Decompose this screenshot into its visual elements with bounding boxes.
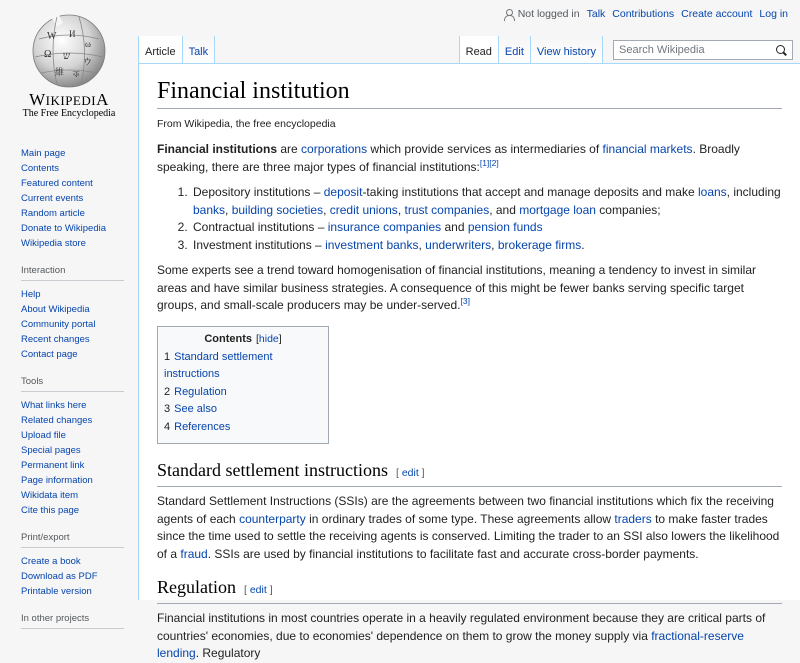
sidebar bbox=[0, 146, 138, 643]
toc-link[interactable] bbox=[164, 421, 230, 433]
text: Investment institutions – bbox=[193, 237, 326, 252]
text: to make faster trades since the time used to settle the receiving agents is conserved. Limiting the trader to an SSI also lowers the likelihood of a bbox=[157, 511, 780, 561]
svg-text:ウ: ウ bbox=[83, 57, 93, 67]
sidebar-item bbox=[21, 584, 138, 599]
sidebar-item bbox=[21, 458, 138, 473]
sidebar-item-donate-to-wikipedia[interactable]: Donate to Wikipedia bbox=[21, 223, 107, 234]
sidebar-item-permanent-link[interactable]: Permanent link bbox=[21, 460, 85, 471]
sidebar-item bbox=[21, 161, 138, 176]
contributions-link[interactable]: Contributions bbox=[612, 8, 675, 20]
sidebar-item-main-page[interactable]: Main page bbox=[21, 148, 66, 159]
intro-paragraph bbox=[157, 141, 782, 176]
text: , and bbox=[489, 202, 520, 217]
link-pension-funds[interactable]: pension funds bbox=[467, 220, 543, 234]
sidebar-item bbox=[21, 569, 138, 584]
ref-1[interactable]: [1] bbox=[479, 157, 490, 168]
search-placeholder: Search Wikipedia bbox=[619, 44, 705, 56]
link-traders[interactable]: traders bbox=[614, 511, 652, 526]
sidebar-item bbox=[21, 554, 138, 569]
toc-number: 2 bbox=[164, 385, 171, 398]
text: . Regulatory bbox=[195, 646, 261, 660]
toc-title-row bbox=[164, 333, 322, 345]
tools-portal bbox=[0, 376, 138, 518]
link-underwriters[interactable]: underwriters bbox=[425, 237, 492, 252]
link-credit-unions[interactable]: credit unions bbox=[329, 202, 398, 217]
sidebar-item-what-links-here[interactable]: What links here bbox=[21, 400, 87, 411]
link-fractional-reserve-lending[interactable]: fractional-reserve lending bbox=[157, 628, 744, 660]
sidebar-item-community-portal[interactable]: Community portal bbox=[21, 319, 96, 330]
text: , bbox=[225, 202, 232, 217]
svg-text:ש: ש bbox=[63, 51, 71, 62]
text: companies; bbox=[595, 202, 661, 217]
svg-text:И: И bbox=[69, 29, 76, 39]
text: . Broadly speaking, there are three major types of financial institutions: bbox=[157, 142, 740, 174]
regulation-paragraph bbox=[157, 610, 782, 663]
toc-label: References bbox=[174, 420, 231, 433]
sidebar-item-help[interactable]: Help bbox=[21, 289, 41, 300]
text: -taking institutions that accept and manage deposits and make bbox=[362, 185, 698, 199]
tab-talk[interactable]: Talk bbox=[183, 36, 216, 63]
sidebar-item bbox=[21, 347, 138, 362]
edit-section-link[interactable]: edit bbox=[401, 467, 419, 479]
text: , bbox=[491, 237, 498, 252]
main-content bbox=[138, 63, 800, 660]
types-list bbox=[191, 184, 782, 254]
link-corporations[interactable]: corporations bbox=[301, 142, 368, 156]
view-tabs bbox=[459, 36, 793, 63]
text: , bbox=[323, 202, 330, 217]
toc-title: Contents bbox=[204, 332, 252, 345]
link-trust-companies[interactable]: trust companies bbox=[404, 202, 490, 217]
not-logged-in-label: Not logged in bbox=[517, 8, 580, 20]
sidebar-item bbox=[21, 206, 138, 221]
toc-item[interactable] bbox=[164, 384, 322, 402]
sidebar-item-upload-file[interactable]: Upload file bbox=[21, 430, 66, 441]
sidebar-item-download-as-pdf[interactable]: Download as PDF bbox=[21, 571, 98, 582]
toc-label: See also bbox=[174, 403, 217, 415]
print-list bbox=[21, 554, 138, 599]
ref-3[interactable]: [3] bbox=[460, 296, 470, 306]
sidebar-item-recent-changes[interactable]: Recent changes bbox=[21, 334, 90, 345]
section-heading-regulation bbox=[157, 575, 782, 604]
tab-read[interactable]: Read bbox=[459, 36, 499, 63]
page-title: Financial institution bbox=[157, 76, 782, 109]
ref-2[interactable]: [2] bbox=[489, 157, 499, 168]
log-in-link[interactable]: Log in bbox=[759, 8, 788, 20]
sidebar-item-featured-content[interactable]: Featured content bbox=[21, 178, 93, 189]
edit-section-link[interactable]: edit bbox=[249, 584, 267, 596]
toc-link[interactable] bbox=[164, 403, 217, 415]
navigation-list bbox=[21, 146, 138, 251]
print-portal bbox=[0, 532, 138, 599]
section-title: Standard settlement instructions bbox=[157, 460, 388, 480]
sidebar-item bbox=[21, 302, 138, 317]
sidebar-item-contents[interactable]: Contents bbox=[21, 163, 60, 174]
other-projects-heading: In other projects bbox=[21, 613, 124, 629]
other-projects-portal bbox=[0, 613, 138, 629]
sidebar-item-current-events[interactable]: Current events bbox=[21, 193, 84, 204]
svg-text:W: W bbox=[47, 31, 57, 42]
link-fraud[interactable]: fraud bbox=[180, 546, 208, 561]
tab-view-history[interactable]: View history bbox=[531, 36, 603, 63]
text: Some experts see a trend toward homogenisation of financial institutions, meaning a tendency to invest in similar areas and have similar business strategies. A consequence of this might be fewer banks serving specific target groups, and small-scale producers may be under-served. bbox=[157, 263, 756, 312]
sidebar-item-random-article[interactable]: Random article bbox=[21, 208, 85, 219]
tools-heading: Tools bbox=[21, 376, 124, 392]
link-insurance-companies[interactable]: insurance companies bbox=[327, 220, 442, 234]
print-heading: Print/export bbox=[21, 532, 124, 548]
sidebar-item bbox=[21, 428, 138, 443]
svg-text:ω: ω bbox=[85, 39, 91, 49]
sidebar-item bbox=[21, 176, 138, 191]
link-counterparty[interactable]: counterparty bbox=[239, 511, 306, 526]
list-item bbox=[191, 184, 782, 219]
sidebar-item-about-wikipedia[interactable]: About Wikipedia bbox=[21, 304, 90, 315]
text: . bbox=[581, 237, 585, 252]
sidebar-item-printable-version[interactable]: Printable version bbox=[21, 586, 92, 597]
interaction-list bbox=[21, 287, 138, 362]
tagline: The Free Encyclopedia bbox=[22, 108, 116, 119]
sidebar-item-wikidata-item[interactable]: Wikidata item bbox=[21, 490, 79, 501]
sidebar-item bbox=[21, 221, 138, 236]
sidebar-item-cite-this-page[interactable]: Cite this page bbox=[21, 505, 80, 516]
tab-article[interactable]: Article bbox=[138, 36, 183, 63]
text: , bbox=[418, 237, 426, 252]
toc-link[interactable] bbox=[164, 351, 273, 381]
text: Standard Settlement Instructions (SSIs) are the agreements between two financial institutions which fix the receiving agents of each bbox=[157, 494, 774, 526]
link-financial-markets[interactable]: financial markets bbox=[602, 142, 693, 156]
wikipedia-logo[interactable] bbox=[0, 0, 138, 130]
toc-list bbox=[164, 349, 322, 437]
sidebar-item-related-changes[interactable]: Related changes bbox=[21, 415, 93, 426]
text: Financial institutions in most countries operate in a heavily regulated environment because they are critical parts of countries' economies, due to economies' dependence on them to grow the money supply via bbox=[157, 611, 766, 643]
link-banks[interactable]: banks bbox=[193, 202, 226, 217]
sidebar-item bbox=[21, 413, 138, 428]
svg-text:Ω: Ω bbox=[44, 49, 52, 60]
create-account-link[interactable]: Create account bbox=[681, 8, 753, 20]
toc-number: 3 bbox=[164, 403, 171, 415]
text: are bbox=[277, 142, 302, 156]
wordmark: WIKIPEDIA bbox=[29, 90, 109, 109]
text: , bbox=[397, 202, 405, 217]
section-title: Regulation bbox=[157, 577, 236, 597]
toc-label: Regulation bbox=[174, 385, 227, 398]
tools-list bbox=[21, 398, 138, 518]
svg-text:維: 維 bbox=[55, 67, 65, 77]
interaction-portal bbox=[0, 265, 138, 362]
table-of-contents bbox=[157, 326, 329, 445]
sidebar-item bbox=[21, 236, 138, 251]
talk-link[interactable]: Talk bbox=[586, 8, 606, 20]
toc-item[interactable] bbox=[164, 401, 322, 419]
link-building-societies[interactable]: building societies bbox=[231, 202, 324, 217]
ssi-paragraph bbox=[157, 493, 782, 563]
homogenisation-paragraph bbox=[157, 262, 782, 315]
sidebar-item-contact-page[interactable]: Contact page bbox=[21, 349, 78, 360]
sidebar-item bbox=[21, 443, 138, 458]
sidebar-item bbox=[21, 473, 138, 488]
personal-tools bbox=[504, 8, 788, 20]
not-logged-in bbox=[504, 8, 580, 20]
search-icon[interactable] bbox=[776, 45, 787, 56]
text: in ordinary trades of some type. These agreements allow bbox=[305, 511, 615, 526]
text: . SSIs are used by financial institutions to facilitate fast and accurate cross-border payments. bbox=[207, 546, 699, 561]
link-investment-banks[interactable]: investment banks bbox=[325, 237, 419, 252]
text: Contractual institutions – bbox=[193, 220, 328, 234]
text: and bbox=[441, 220, 468, 234]
puzzle-globe-icon bbox=[29, 9, 109, 89]
text: , including bbox=[726, 185, 781, 199]
toc-number: 4 bbox=[164, 420, 171, 433]
link-loans[interactable]: loans bbox=[697, 185, 727, 199]
sidebar-item bbox=[21, 287, 138, 302]
section-heading-standard-settlement bbox=[157, 458, 782, 487]
user-icon bbox=[504, 9, 514, 20]
list-item bbox=[191, 237, 782, 255]
sidebar-item bbox=[21, 332, 138, 347]
interaction-heading: Interaction bbox=[21, 265, 124, 281]
link-brokerage-firms[interactable]: brokerage firms bbox=[497, 237, 582, 252]
sidebar-item-wikipedia-store[interactable]: Wikipedia store bbox=[21, 238, 86, 249]
sidebar-item bbox=[21, 146, 138, 161]
intro-bold: Financial institutions bbox=[157, 142, 278, 156]
sidebar-item bbox=[21, 191, 138, 206]
navigation-portal bbox=[0, 146, 138, 251]
sidebar-item bbox=[21, 398, 138, 413]
toc-label: Standard settlement instructions bbox=[164, 350, 273, 380]
sidebar-item bbox=[21, 317, 138, 332]
toc-number: 1 bbox=[164, 350, 171, 363]
tab-edit[interactable]: Edit bbox=[499, 36, 531, 63]
link-deposit[interactable]: deposit bbox=[323, 185, 363, 199]
sidebar-item-special-pages[interactable]: Special pages bbox=[21, 445, 81, 456]
sidebar-item bbox=[21, 503, 138, 518]
sidebar-item-page-information[interactable]: Page information bbox=[21, 475, 93, 486]
sidebar-item bbox=[21, 488, 138, 503]
svg-text:ক: ক bbox=[73, 69, 80, 79]
search-input[interactable] bbox=[613, 40, 793, 60]
edit-section: [ edit ] bbox=[395, 467, 425, 479]
toc-toggle: [hide] bbox=[255, 332, 282, 345]
site-subtitle: From Wikipedia, the free encyclopedia bbox=[157, 118, 336, 130]
list-item bbox=[191, 219, 782, 237]
toc-link[interactable] bbox=[164, 386, 227, 398]
text: Depository institutions – bbox=[193, 185, 324, 199]
toc-item[interactable] bbox=[164, 349, 322, 384]
toc-hide-link[interactable]: hide bbox=[258, 332, 279, 345]
edit-section: [ edit ] bbox=[244, 584, 273, 596]
text: which provide services as intermediaries of bbox=[367, 142, 603, 156]
namespace-tabs bbox=[138, 36, 215, 63]
link-mortgage-loan[interactable]: mortgage loan bbox=[519, 202, 596, 217]
toc-item[interactable] bbox=[164, 419, 322, 437]
sidebar-item-create-a-book[interactable]: Create a book bbox=[21, 556, 81, 567]
